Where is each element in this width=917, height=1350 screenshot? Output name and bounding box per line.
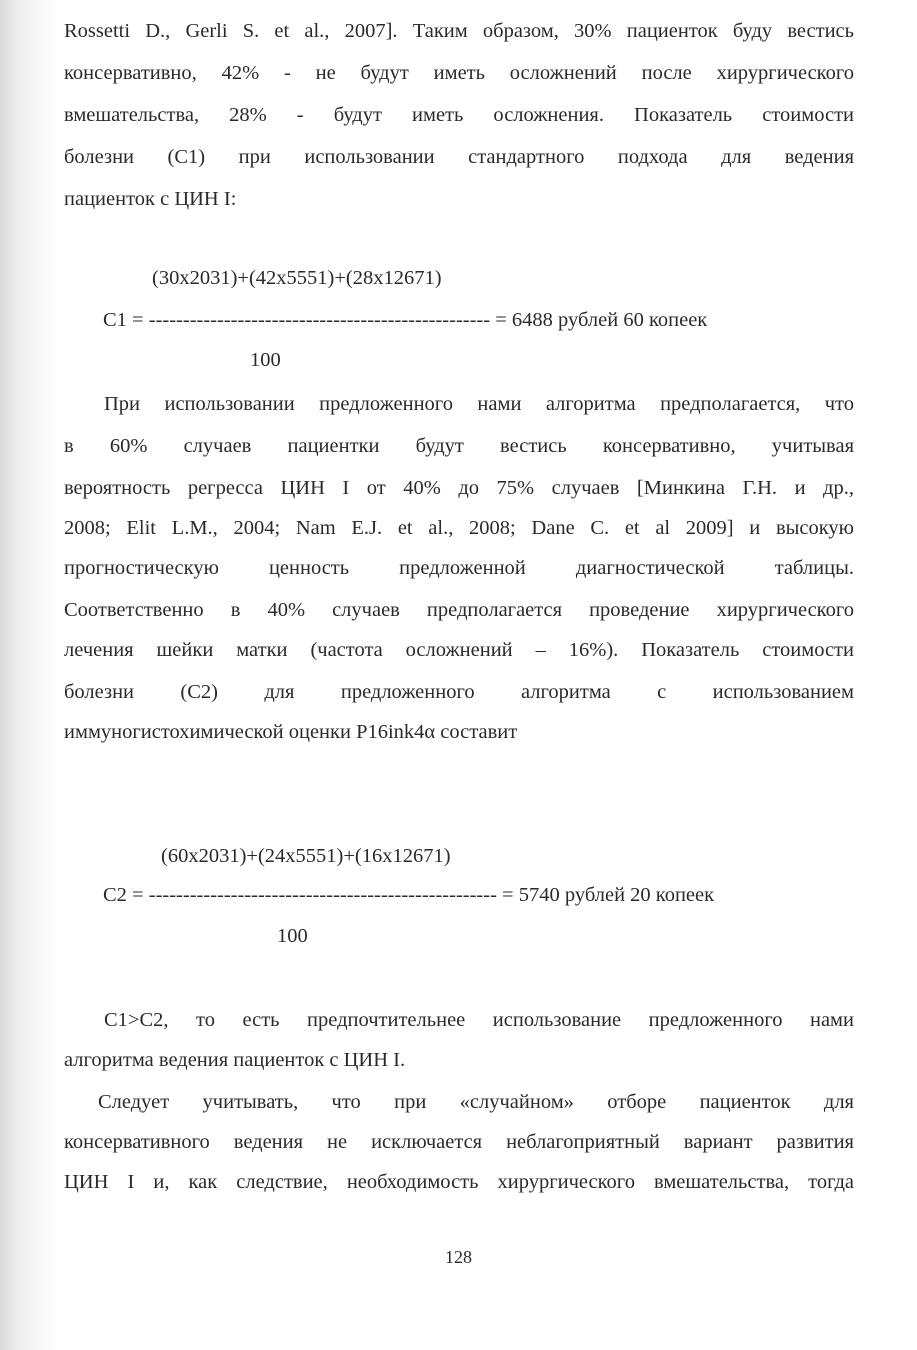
- formula-2-row: [103, 883, 714, 907]
- paragraph-2-line-6: Соответственно в 40% случаев предполагается проведение хирургического: [64, 599, 854, 621]
- formula-2-left: C2 =: [103, 884, 149, 906]
- paragraph-2-line-3: вероятность регресса ЦИН I от 40% до 75% случаев [Минкина Г.Н. и др.,: [64, 477, 854, 499]
- page-number: 128: [445, 1247, 472, 1267]
- formula-2-denominator: 100: [277, 925, 308, 947]
- formula-2-numerator: (60x2031)+(24x5551)+(16x12671): [161, 845, 451, 867]
- formula-2-fraction-bar: ---------------------------------------------------: [148, 884, 497, 906]
- formula-1-result: = 6488 рублей 60 копеек: [490, 309, 708, 331]
- paragraph-2-line-5: прогностическую ценность предложенной диагностической таблицы.: [64, 557, 854, 579]
- paragraph-2-line-8: болезни (С2) для предложенного алгоритма с использованием: [64, 681, 854, 703]
- paragraph-1-line-3: вмешательства, 28% - будут иметь осложнения. Показатель стоимости: [64, 104, 854, 126]
- paragraph-3-line-2: алгоритма ведения пациенток с ЦИН I.: [64, 1049, 406, 1071]
- paragraph-4-line-2: консервативного ведения не исключается неблагоприятный вариант развития: [64, 1131, 854, 1153]
- paragraph-3-line-1: C1>C2, то есть предпочтительнее использование предложенного нами: [104, 1009, 854, 1031]
- paragraph-2-line-4: 2008; Elit L.M., 2004; Nam E.J. et al., 2008; Dane C. et al 2009] и высокую: [64, 517, 854, 539]
- paragraph-1-line-4: болезни (С1) при использовании стандартного подхода для ведения: [64, 146, 854, 168]
- formula-1-denominator: 100: [250, 349, 281, 371]
- formula-2-result: = 5740 рублей 20 копеек: [496, 884, 715, 906]
- formula-1-numerator: (30x2031)+(42x5551)+(28x12671): [152, 267, 442, 289]
- paragraph-1-line-5: пациенток с ЦИН I:: [64, 188, 237, 210]
- paragraph-2-line-2: в 60% случаев пациентки будут вестись консервативно, учитывая: [64, 435, 854, 457]
- paragraph-2-line-1: При использовании предложенного нами алгоритма предполагается, что: [104, 393, 854, 415]
- paragraph-1-line-2: консервативно, 42% - не будут иметь осложнений после хирургического: [64, 62, 854, 84]
- paragraph-1-line-1: Rossetti D., Gerli S. et al., 2007]. Таким образом, 30% пациенток буду вестись: [64, 20, 854, 42]
- paragraph-4-line-3: ЦИН I и, как следствие, необходимость хирургического вмешательства, тогда: [64, 1171, 854, 1193]
- formula-1-row: [103, 308, 707, 332]
- paragraph-2-line-9: иммуногистохимической оценки P16ink4α составит: [64, 721, 518, 743]
- formula-1-fraction-bar: --------------------------------------------------: [148, 309, 491, 331]
- formula-1-left: C1 =: [103, 309, 149, 331]
- paragraph-2-line-7: лечения шейки матки (частота осложнений – 16%). Показатель стоимости: [64, 639, 854, 661]
- paragraph-4-line-1: Следует учитывать, что при «случайном» отборе пациенток для: [98, 1091, 854, 1113]
